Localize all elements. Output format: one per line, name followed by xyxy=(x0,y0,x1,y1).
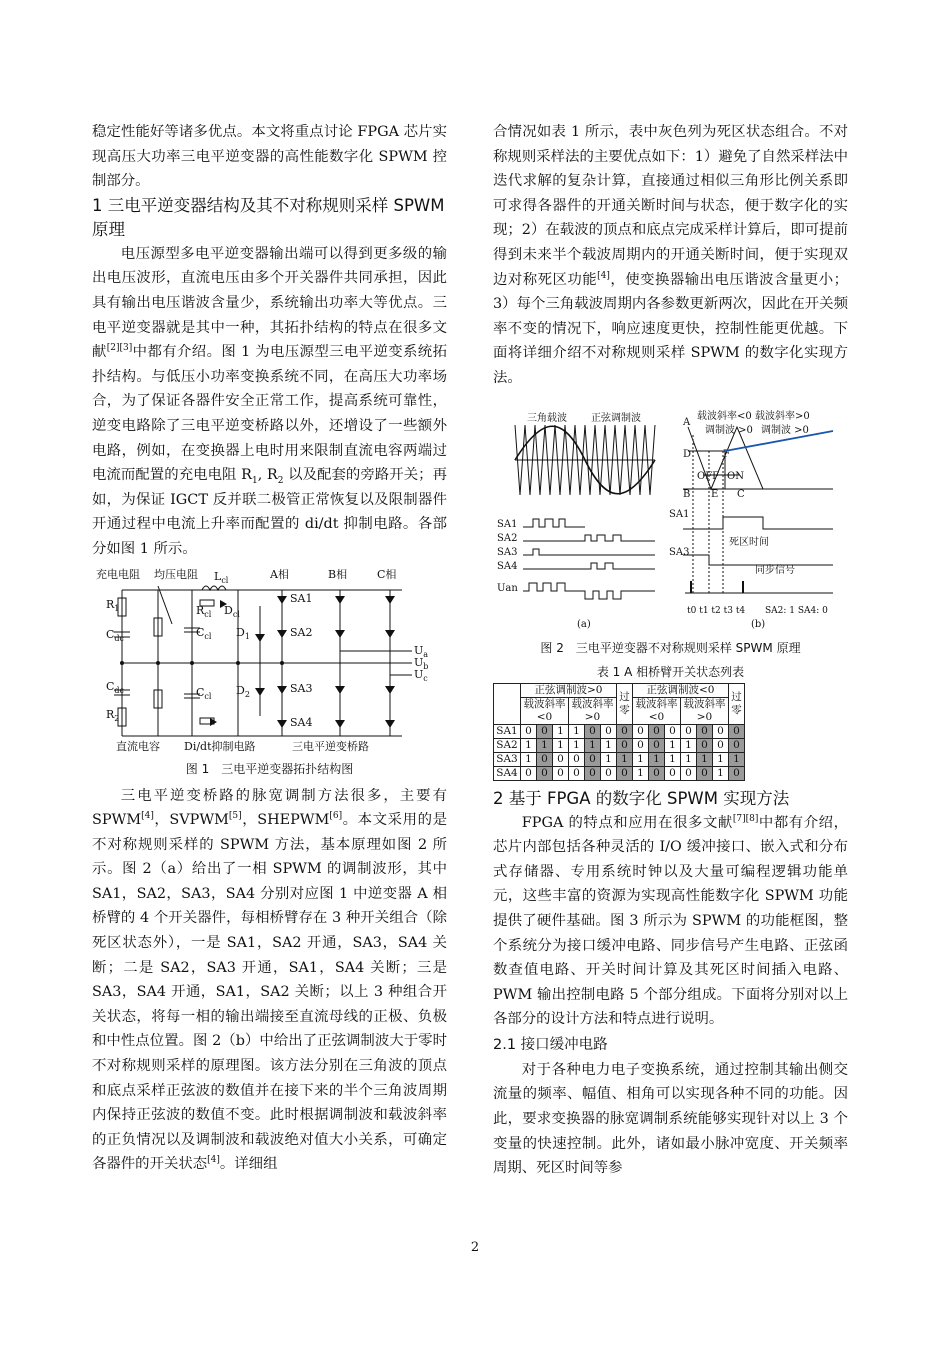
svg-text:A: A xyxy=(683,416,691,428)
svg-text:F: F xyxy=(723,448,730,460)
left-column xyxy=(92,120,447,1177)
svg-text:Uan: Uan xyxy=(497,582,518,594)
svg-text:SA3: SA3 xyxy=(497,546,518,558)
table-row: SA3 1 0 0 0 0 1 1 1 1 1 1 1 1 1 xyxy=(494,752,745,766)
svg-text:D2: $D_2$ xyxy=(236,683,250,699)
page-number: 2 xyxy=(470,1240,480,1255)
svg-text:SA1: SA1 xyxy=(497,518,518,530)
svg-text:Ua: $U_a$ xyxy=(414,643,429,659)
table-row: SA4 0 0 0 0 0 0 0 1 0 0 0 0 1 0 xyxy=(494,766,745,780)
svg-text:R1: $R_1$ xyxy=(106,597,120,613)
svg-text:SA4: SA4 xyxy=(497,560,518,572)
label-dc-capacitor: 直流电容 xyxy=(116,739,160,753)
paragraph-modulation: 三电平逆变桥路的脉宽调制方法很多，主要有 SPWM[4]，SVPWM[5]，SHEPWM[6]。本文采用的是不对称规则采样的 SPWM 方法，基本原理如图 2 所示。图 2（a）给出了一相 SPWM 的调制波形，其中 SA1，SA2，SA3，SA4 分别对应图 1 中逆变器 A 相桥臂的 4 个开关器件，每相桥臂存在 3 种开关组合（除死区状态外），一是 SA1，SA2 开通，SA3，SA4 关断；二是 SA2，SA3 开通，SA1，SA4 关断；三是 SA3，SA4 开通，SA1，SA2 关断；以上 3 种组合开关状态，将每一相的输出端接至直流母线的正极、负极和中性点位置。图 2（b）中给出了正弦调制波大于零时不对称规则采样的原理图。该方法分别在三角波的顶点和底点采样正弦波的数值并在接下来的半个三角波周期内保持正弦波的数值不变。此时根据调制波和载波斜率的正负情况以及调制波和载波绝对值大小关系，可确定各器件的开关状态[4]。详细组 xyxy=(92,787,447,1173)
right-column xyxy=(493,120,848,1181)
section-1-heading: 1 三电平逆变器结构及其不对称规则采样 SPWM 原理 xyxy=(92,195,445,239)
svg-text:SA2: 1 SA4: 0: SA2: 1 SA4: 0 xyxy=(765,605,828,616)
paragraph-advantages: 合情况如表 1 所示，表中灰色列为死区状态组合。不对称规则采样法的主要优点如下：1）避免了自然采样法中迭代求解的复杂计算，直接通过相似三角形比例关系即可求得各器件的开通关断时间与状态，便于数字化的实现；2）在载波的顶点和底点完成采样计算后，即可提前得到未来半个载波周期内的开通关断时间，便于实现双边对称死区功能[4]，使变换器输出电压谐波含量更小；3）每个三角载波周期内各参数更新两次，因此在开关频率不变的情况下，响应速度更快，控制性能更优越。下面将详细介绍不对称规则采样 SPWM 的数字化实现方法。 xyxy=(493,124,848,386)
svg-text:OFF: OFF xyxy=(697,470,720,482)
label-sa4: SA4 xyxy=(290,715,313,729)
label-phase-a: A相 xyxy=(270,567,289,581)
svg-text:B: B xyxy=(683,488,691,500)
switch-state-table: 正弦调制波>0 过零 正弦调制波<0 过零 载波斜率<0 载波斜率>0 载波斜率<0 载波斜率>0 SA1 0 0 1 1 0 0 0 0 0 0 0 0 0 0 SA2 1 1 1 1 1 1 0 0 0 1 1 0 0 0 SA3 1 0 0 0 0 1 1 1 1 1 1 1 1 1 SA4 0 0 0 0 0 0 0 1 0 0 0 0 1 0 xyxy=(493,683,745,781)
svg-text:死区时间: 死区时间 xyxy=(729,536,769,548)
svg-text:t0 t1 t2 t3 t4: t0 t1 t2 t3 t4 xyxy=(687,605,746,616)
figure-1-topology xyxy=(92,566,447,756)
section-2-1-heading: 2.1 接口缓冲电路 xyxy=(493,1036,608,1053)
figure-2-spwm-principle xyxy=(493,405,848,635)
section-2-heading: 2 基于 FPGA 的数字化 SPWM 实现方法 xyxy=(493,788,790,808)
table-1-title: 表 1 A 相桥臂开关状态列表 xyxy=(596,664,745,679)
svg-text:调制波 >0: 调制波 >0 xyxy=(761,424,809,436)
label-sa2: SA2 xyxy=(290,625,313,639)
svg-text:Uc: $U_c$ xyxy=(414,667,428,683)
table-row: SA1 0 0 1 1 0 0 0 0 0 0 0 0 0 0 xyxy=(494,724,745,738)
svg-text:SA1: SA1 xyxy=(669,508,690,520)
paragraph-topology: 电压源型多电平逆变器输出端可以得到更多级的输出电压波形，直流电压由多个开关器件共同承担，因此具有输出电压谐波含量少，系统输出功率大等优点。三电平逆变器就是其中一种，其拓扑结构的特点在很多文献[2][3]中都有介绍。图 1 为电压源型三电平逆变系统拓扑结构。与低压小功率变换系统不同，在高压大功率场合，为了保证各器件安全正常工作，提高系统可靠性，逆变电路除了三电平逆变桥路以外，还增设了一些额外电路，例如，在变换器上电时用来限制直流电容两端过电流而配置的充电电阻 $R_1$, $R_2$ 以及配套的旁路开关；再如，为保证 IGCT 反并联二极管正常恢复以及限制器件开通过程中电流上升率而配置的 di/dt 抑制电路。各部分如图 1 所示。 xyxy=(92,245,447,557)
svg-text:同步信号: 同步信号 xyxy=(755,564,795,576)
svg-text:Rcl: $R_{cl}$ xyxy=(196,603,212,619)
ref-2-3[interactable]: [2][3] xyxy=(106,343,133,354)
svg-text:调制波 >0: 调制波 >0 xyxy=(705,424,753,436)
label-balance-resistor: 均压电阻 xyxy=(154,567,198,581)
label-phase-b: B相 xyxy=(328,567,348,581)
label-sine: 正弦调制波 xyxy=(591,412,641,424)
svg-text:ON: ON xyxy=(727,470,744,482)
svg-text:D: D xyxy=(683,448,692,460)
label-sa3: SA3 xyxy=(290,681,313,695)
figure-1-caption: 图 1 三电平逆变器拓扑结构图 xyxy=(185,761,354,776)
label-sa1: SA1 xyxy=(290,591,313,605)
label-carrier: 三角载波 xyxy=(527,412,567,424)
table-row: SA2 1 1 1 1 1 1 0 0 0 1 1 0 0 0 xyxy=(494,738,745,752)
svg-text:Ccl: $C_{cl}$ xyxy=(196,625,212,641)
svg-text:C: C xyxy=(737,488,745,500)
svg-text:Dcl: $D_{cl}$ xyxy=(224,603,240,619)
label-charge-resistor: 充电电阻 xyxy=(96,567,140,581)
svg-text:Cdc: $C_{dc}$ xyxy=(106,627,125,643)
figure-2-caption: 图 2 三电平逆变器不对称规则采样 SPWM 原理 xyxy=(540,640,801,655)
svg-text:(a): (a) xyxy=(577,618,591,630)
label-didt-circuit: Di/dt抑制电路 xyxy=(184,739,256,753)
svg-text:D1: $D_1$ xyxy=(236,625,250,641)
svg-text:Cdc: $C_{dc}$ xyxy=(106,679,125,695)
label-bridge: 三电平逆变桥路 xyxy=(292,739,369,753)
intro-paragraph: 稳定性能好等诸多优点。本文将重点讨论 FPGA 芯片实现高压大功率三电平逆变器的高性能数字化 SPWM 控制部分。 xyxy=(92,124,447,190)
svg-text:E: E xyxy=(711,488,719,500)
svg-text:载波斜率<0: 载波斜率<0 xyxy=(697,410,752,422)
svg-text:Ub: $U_b$ xyxy=(414,655,429,671)
svg-text:Lcl: $L_{cl}$ xyxy=(214,569,229,585)
svg-text:Ccl: $C_{cl}$ xyxy=(196,685,212,701)
svg-text:SA3: SA3 xyxy=(669,546,690,558)
svg-text:载波斜率>0: 载波斜率>0 xyxy=(755,410,810,422)
svg-text:(b): (b) xyxy=(751,618,766,630)
label-phase-c: C相 xyxy=(377,567,397,581)
svg-text:SA2: SA2 xyxy=(497,532,518,544)
paragraph-interface: 对于各种电力电子变换系统，通过控制其输出侧交流量的频率、幅值、相角可以实现各种不同的功能。因此，要求变换器的脉宽调制系统能够实现针对以上 3 个变量的快速控制。此外，诸如最小脉冲宽度、开关频率周期、死区时间等参 xyxy=(493,1061,848,1177)
paragraph-fpga: FPGA 的特点和应用在很多文献[7][8]中都有介绍，芯片内部包括各种灵活的 I/O 缓冲接口、嵌入式和分布式存储器、专用系统时钟以及大量可编程逻辑功能单元，这些丰富的资源为实现高性能数字化 SPWM 功能提供了硬件基础。图 3 所示为 SPWM 的功能框图，整个系统分为接口缓冲电路、同步信号产生电路、正弦函数查值电路、开关时间计算及其死区时间插入电路、PWM 输出控制电路 5 个部分组成。下面将分别对以上各部分的设计方法和特点进行说明。 xyxy=(493,813,848,1028)
svg-text:R2: $R_2$ xyxy=(106,707,120,723)
